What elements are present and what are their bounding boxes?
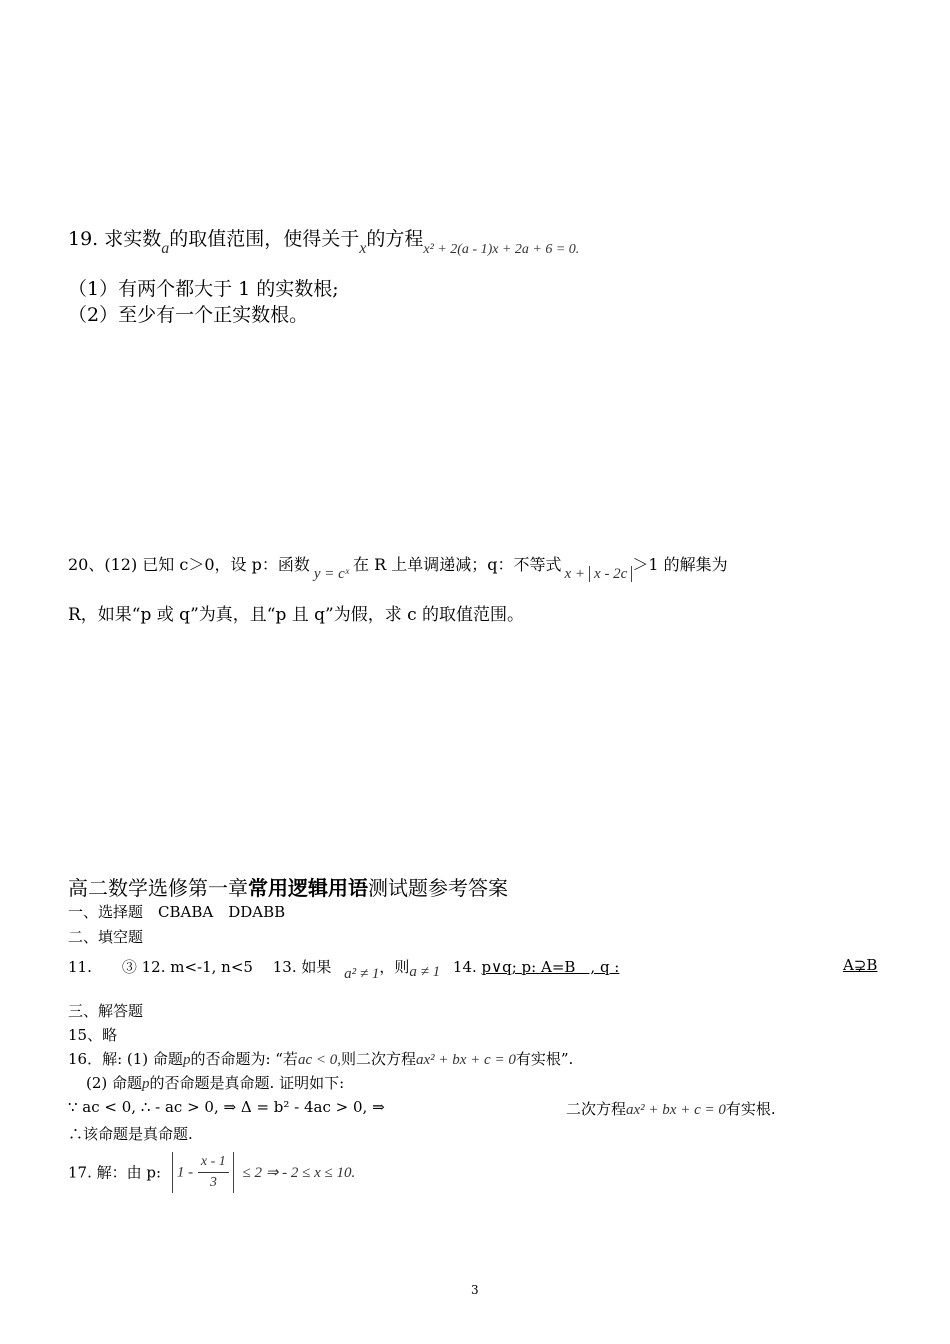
a17-fraction: $\frac{x - 1}{3}$ [198,1152,229,1193]
q20-func: y = cˣ [313,566,350,582]
a14-p-or-q: p∨q [481,958,512,976]
a13-condition: a² ≠ 1 [344,966,380,982]
a14-relation: A⊋B [843,956,878,974]
q19-stem: 19. 求实数$_a$的取值范围，使得关于$_x$的方程$_{x^2 + 2(a - 1)x + 2a + 6 = 0.}$ [68,228,580,257]
solve-heading: 三、解答题 [68,1002,144,1020]
a13-result: a ≠ 1 [409,964,441,980]
page-number: 3 [471,1283,479,1297]
a16-line-2: (2) 命题p的否命题是真命题. 证明如下: [86,1074,345,1092]
a14-p-q: ; p: A=B , q : [511,958,620,976]
a16-line-3-right: 二次方程ax² + bx + c = 0有实根. [566,1100,776,1118]
fill-answers: 11. ③ 12. m<-1, n<5 13. 如果 a² ≠ 1，则a ≠ 1 14. p∨q; p: A=B , q : [68,958,620,982]
answers-title: 高二数学选修第一章常用逻辑用语测试题参考答案 [68,876,508,900]
q20-line-2: R，如果“p 或 q”为真，且“p 且 q”为假，求 c 的取值范围。 [68,605,525,625]
a17-abs-expr: 1 - $\frac{x - 1}{3}$ [172,1152,234,1193]
fill-heading: 二、填空题 [68,928,144,946]
q20-stem: 20、(12) 已知 c＞0，设 p：函数 $_{y = cˣ}$ 在 R 上单调递减；q：不等式 $_{x +}$ $_{x - 2c}$ ＞1 的解集为 [68,555,728,582]
var-x: x [359,240,367,257]
a16-line-4: ∴该命题是真命题. [68,1125,193,1143]
a15: 15、略 [68,1026,118,1044]
q20-abs-expr: x - 2c [589,566,632,582]
a17: 17. 解：由 p: 1 - $\frac{x - 1}{3}$ ≤ 2 ⇒ - 2 ≤ x ≤ 10. [68,1152,355,1193]
q19-part-1: （1）有两个都大于 1 的实数根; [68,278,339,300]
a16-line-1: 16．解: (1) 命题p的否命题为: “若ac < 0,则二次方程ax² + bx + c = 0有实根”. [68,1050,574,1068]
q19-part-2: （2）至少有一个正实数根。 [68,304,309,326]
q19-equation: x² + 2(a - 1)x + 2a + 6 = 0. [423,242,580,257]
var-a: a [161,240,170,257]
choice-answers: 一、选择题 CBABA DDABB [68,903,286,921]
a16-line-3: ∵ ac < 0, ∴ - ac > 0, ⇒ Δ = b² - 4ac > 0, ⇒ [68,1098,385,1116]
